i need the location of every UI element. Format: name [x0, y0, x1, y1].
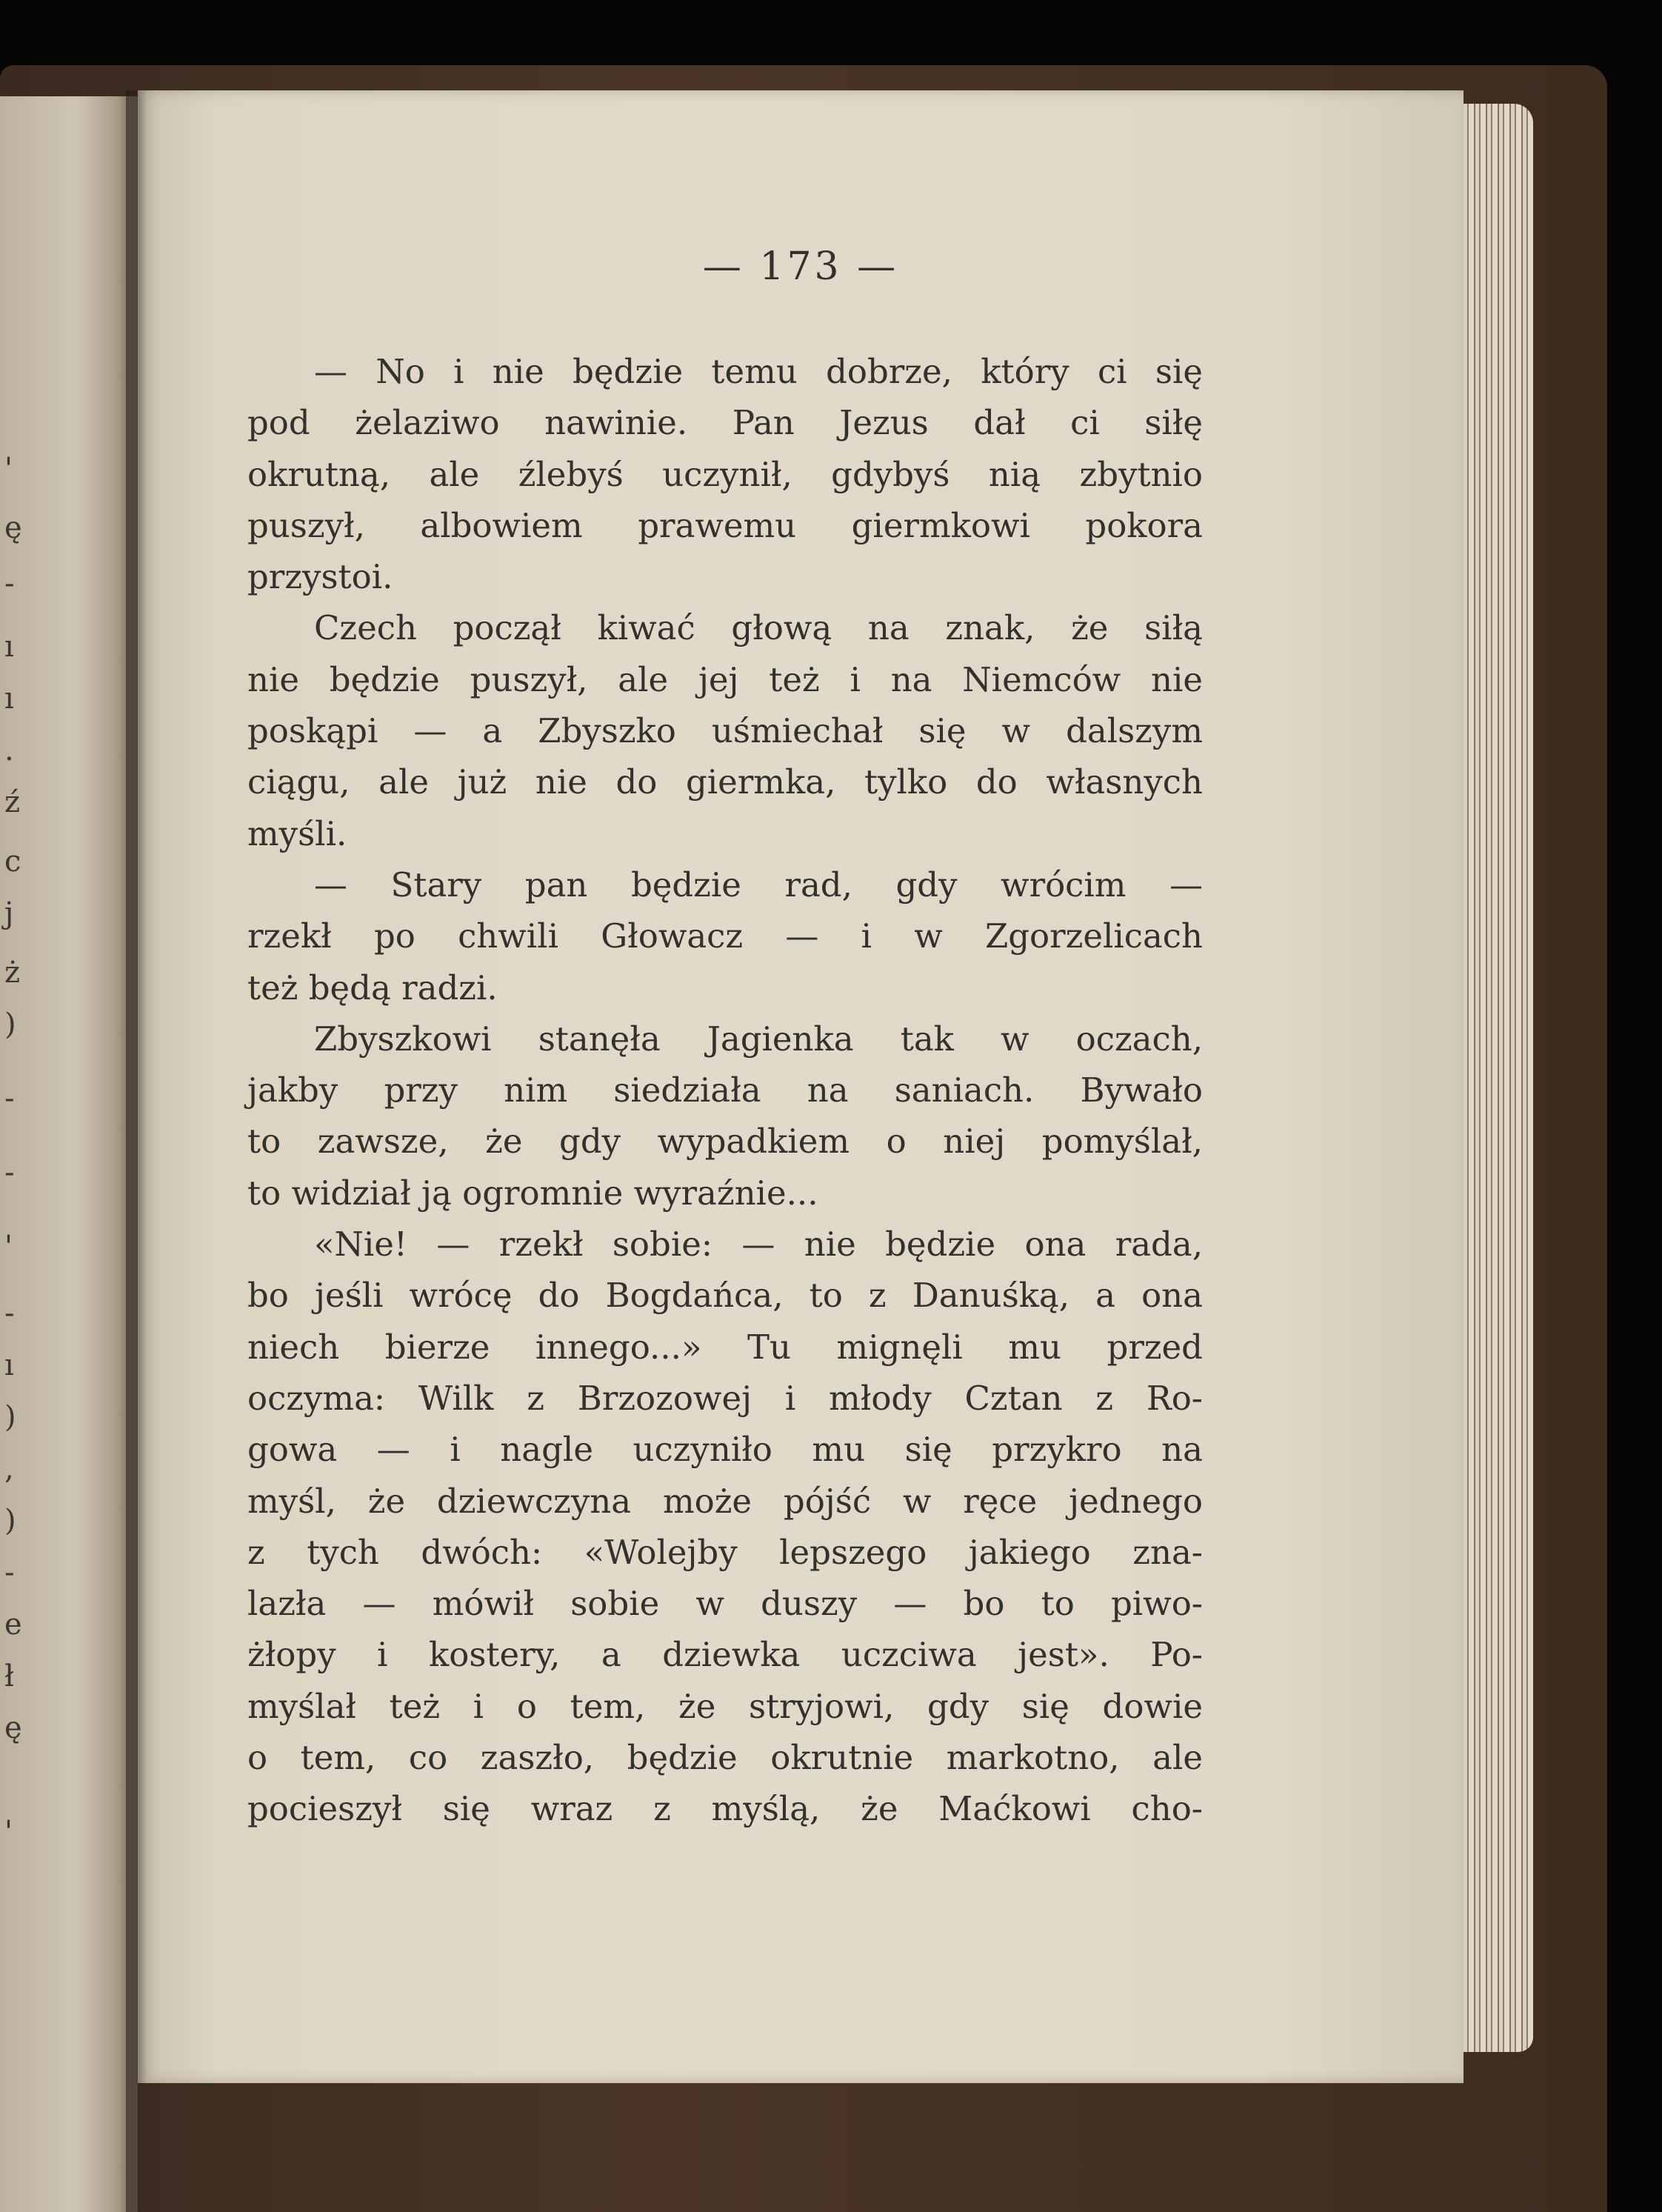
- text-line: też będą radzi.: [247, 967, 498, 1007]
- text-line: puszył, albowiem prawemu giermkowi pokora: [247, 505, 1203, 545]
- text-line: jakby przy nim siedziała na saniach. Bywało: [247, 1070, 1203, 1110]
- text-line: przystoi.: [247, 557, 393, 597]
- text-line: pocieszył się wraz z myślą, że Maćkowi cho-: [247, 1789, 1203, 1829]
- left-page-fragment: -: [4, 1556, 15, 1590]
- text-line: myśli.: [247, 813, 347, 853]
- left-page-fragment: ': [4, 1230, 13, 1264]
- text-line: z tych dwóch: «Wolejby lepszego jakiego zna-: [247, 1532, 1203, 1572]
- text-line: myśl, że dziewczyna może pójść w ręce jednego: [247, 1481, 1203, 1521]
- text-line: bo jeśli wrócę do Bogdańca, to z Danuśką, a ona: [247, 1276, 1203, 1316]
- text-line: ciągu, ale już nie do giermka, tylko do własnych: [247, 762, 1203, 802]
- spine-shadow: [126, 90, 147, 2212]
- left-page-fragment: ': [4, 452, 13, 486]
- text-line: niech bierze innego...» Tu mignęli mu przed: [247, 1327, 1203, 1367]
- left-page-fragment: -: [4, 567, 15, 601]
- text-line: — No i nie będzie temu dobrze, który ci się: [314, 352, 1203, 391]
- left-page-fragment: ı: [4, 1348, 14, 1382]
- text-line: Czech począł kiwać głową na znak, że siłą: [314, 608, 1203, 648]
- left-page-fragment: ı: [4, 630, 14, 664]
- text-line: o tem, co zaszło, będzie okrutnie markotno, ale: [247, 1738, 1203, 1778]
- left-page-fragment: j: [4, 896, 14, 930]
- left-page-fragment: .: [4, 733, 14, 767]
- left-page-fragment: -: [4, 1296, 15, 1330]
- text-line: — Stary pan będzie rad, gdy wrócim —: [314, 865, 1203, 905]
- left-page-fragment: e: [4, 1608, 22, 1642]
- left-page-fragment: ı: [4, 682, 14, 716]
- page-edges: [1452, 104, 1533, 2052]
- left-page-fragment: ę: [4, 511, 22, 545]
- text-line: «Nie! — rzekł sobie: — nie będzie ona rada,: [314, 1225, 1203, 1265]
- left-page-fragment: ,: [4, 1452, 14, 1486]
- text-line: poskąpi — a Zbyszko uśmiechał się w dalszym: [247, 711, 1203, 751]
- left-page-edge: [0, 96, 138, 2212]
- text-line: oczyma: Wilk z Brzozowej i młody Cztan z Ro-: [247, 1378, 1203, 1418]
- page-number: — 173 —: [702, 244, 899, 289]
- text-line: pod żelaziwo nawinie. Pan Jezus dał ci siłę: [247, 403, 1203, 443]
- text-line: nie będzie puszył, ale jej też i na Niemców nie: [247, 659, 1203, 699]
- text-line: żłopy i kostery, a dziewka uczciwa jest». Po-: [247, 1635, 1203, 1675]
- left-page-fragment: ż: [4, 956, 21, 990]
- left-page-fragment: ): [4, 1400, 16, 1434]
- left-page-fragment: ): [4, 1007, 16, 1042]
- left-page-fragment: ': [4, 1815, 13, 1849]
- book-page: [138, 90, 1464, 2083]
- text-line: to zawsze, że gdy wypadkiem o niej pomyślał,: [247, 1122, 1203, 1162]
- left-page-fragment: ź: [4, 785, 21, 819]
- left-page-fragment: -: [4, 1156, 15, 1190]
- text-line: okrutną, ale źlebyś uczynił, gdybyś nią zbytnio: [247, 454, 1203, 494]
- text-line: gowa — i nagle uczyniło mu się przykro na: [247, 1430, 1203, 1470]
- left-page-fragment: ł: [4, 1659, 14, 1693]
- left-page-fragment: ): [4, 1504, 16, 1538]
- text-line: rzekł po chwili Głowacz — i w Zgorzelicach: [247, 916, 1203, 956]
- page-text: [247, 346, 1203, 1835]
- text-line: Zbyszkowi stanęła Jagienka tak w oczach,: [314, 1019, 1203, 1059]
- text-line: lazła — mówił sobie w duszy — bo to piwo-: [247, 1584, 1203, 1624]
- left-page-fragment: ę: [4, 1711, 22, 1745]
- text-line: myślał też i o tem, że stryjowi, gdy się dowie: [247, 1686, 1203, 1726]
- left-page-fragment: c: [4, 845, 21, 879]
- text-line: to widział ją ogromnie wyraźnie...: [247, 1173, 818, 1213]
- left-page-fragment: -: [4, 1082, 15, 1116]
